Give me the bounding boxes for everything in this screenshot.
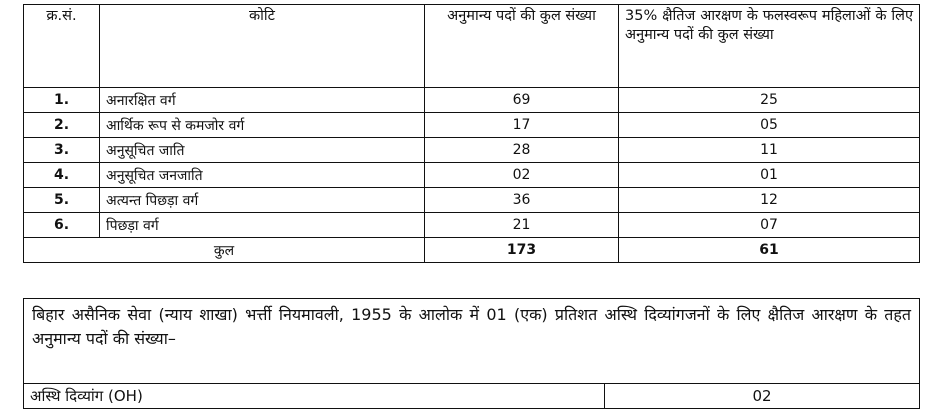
cell-sr: 2. [24, 113, 100, 138]
cell-sr: 5. [24, 188, 100, 213]
total-women-value: 61 [619, 238, 920, 263]
cell-category: अनारक्षित वर्ग [100, 88, 425, 113]
cell-category: अत्यन्त पिछड़ा वर्ग [100, 188, 425, 213]
table-header-row [24, 5, 920, 88]
cell-category: अनुसूचित जाति [100, 138, 425, 163]
oh-reservation-table [23, 298, 920, 409]
cell-category: पिछड़ा वर्ग [100, 213, 425, 238]
total-row [24, 238, 920, 263]
header-women-posts: 35% क्षैतिज आरक्षण के फलस्वरूप महिलाओं के लिए अनुमान्य पदों की कुल संख्या [619, 5, 920, 88]
header-category: कोटि [100, 5, 425, 88]
cell-sr: 4. [24, 163, 100, 188]
cell-category: अनुसूचित जनजाति [100, 163, 425, 188]
cell-total: 36 [425, 188, 619, 213]
oh-label: अस्थि दिव्यांग (OH) [24, 384, 605, 409]
cell-women: 01 [619, 163, 920, 188]
cell-women: 05 [619, 113, 920, 138]
cell-women: 11 [619, 138, 920, 163]
reservation-table [23, 4, 920, 263]
cell-sr: 6. [24, 213, 100, 238]
cell-total: 69 [425, 88, 619, 113]
cell-total: 02 [425, 163, 619, 188]
cell-women: 07 [619, 213, 920, 238]
cell-total: 28 [425, 138, 619, 163]
table-row [24, 113, 920, 138]
cell-sr: 3. [24, 138, 100, 163]
table-row [24, 213, 920, 238]
oh-data-row [24, 384, 920, 409]
cell-total: 21 [425, 213, 619, 238]
table-row [24, 188, 920, 213]
total-label: कुल [24, 238, 425, 263]
cell-sr: 1. [24, 88, 100, 113]
table-row [24, 163, 920, 188]
header-sr: क्र.सं. [24, 5, 100, 88]
table-row [24, 88, 920, 113]
cell-women: 25 [619, 88, 920, 113]
oh-note-text: बिहार असैनिक सेवा (न्याय शाखा) भर्त्ती नियमावली, 1955 के आलोक में 01 (एक) प्रतिशत अस्थि दिव्यांगजनों के लिए क्षैतिज आरक्षण के तहत अनुमान्य पदों की संख्या– [24, 299, 920, 384]
oh-note-row [24, 299, 920, 384]
cell-category: आर्थिक रूप से कमजोर वर्ग [100, 113, 425, 138]
header-total-posts: अनुमान्य पदों की कुल संख्या [425, 5, 619, 88]
cell-total: 17 [425, 113, 619, 138]
oh-value: 02 [605, 384, 920, 409]
table-row [24, 138, 920, 163]
cell-women: 12 [619, 188, 920, 213]
total-posts-value: 173 [425, 238, 619, 263]
